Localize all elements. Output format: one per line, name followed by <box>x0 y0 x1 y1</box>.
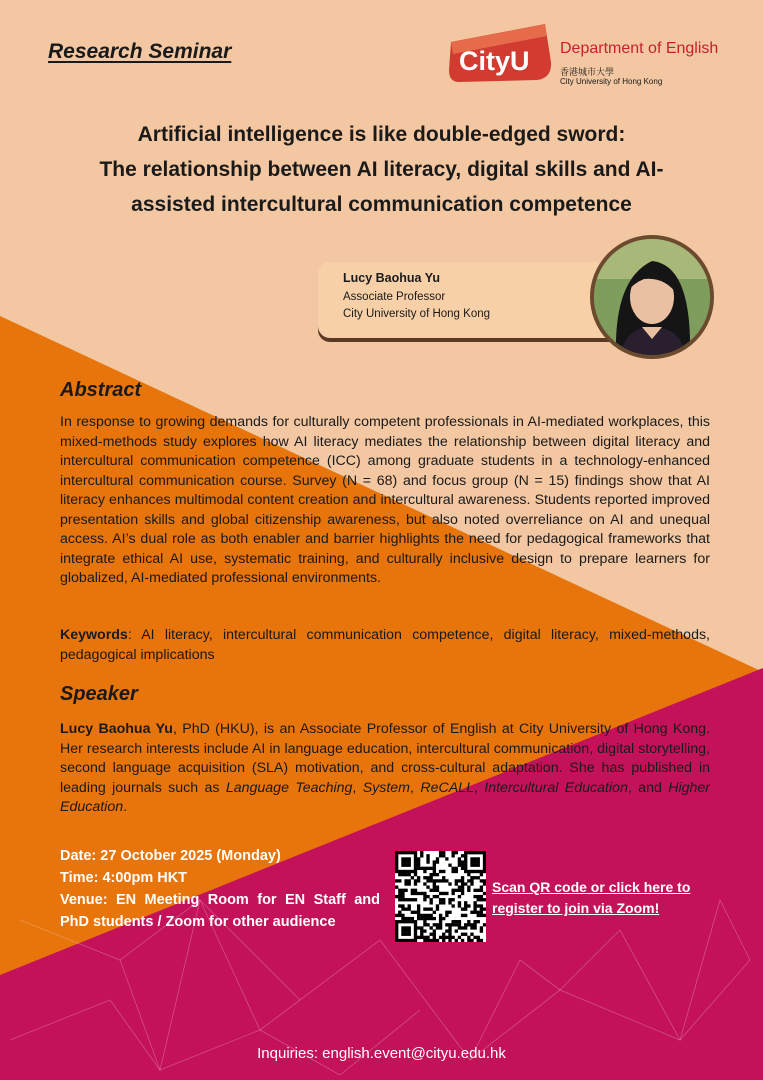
inquiries-email[interactable]: Inquiries: english.event@cityu.edu.hk <box>257 1045 506 1062</box>
speaker-card-org: City University of Hong Kong <box>343 308 491 320</box>
zoom-qr-code[interactable] <box>395 851 486 942</box>
title-line-1: Artificial intelligence is like double-edged sword: <box>137 123 626 146</box>
event-time: Time: 4:00pm HKT <box>60 870 188 886</box>
abstract-heading: Abstract <box>60 379 142 401</box>
title-line-3: assisted intercultural communication competence <box>131 193 632 216</box>
event-details <box>60 845 380 933</box>
university-name-chinese: 香港城市大學 <box>560 67 615 77</box>
cityu-logo <box>447 22 555 84</box>
speaker-bio-text: , PhD (HKU), is an Associate Professor of English at City University of Hong Kong. Her research interests include AI in language education, intercultural communication, digital storytelling, second language acquisition (SLA) motivation, and cross-cultural adaptation. She has published in leading journals such as <box>60 721 710 796</box>
journal-sep-4: , and <box>627 779 669 796</box>
journal-2: System <box>362 779 411 796</box>
speaker-card-role: Associate Professor <box>343 291 446 303</box>
journal-1: Language Teaching <box>225 779 353 796</box>
speaker-bio-end: . <box>123 799 128 815</box>
seminar-title <box>40 117 723 222</box>
journal-sep-2: , <box>410 779 421 796</box>
event-venue: Venue: EN Meeting Room for EN Staff and PhD students / Zoom for other audience <box>60 892 380 930</box>
journal-sep-3: , <box>473 779 485 796</box>
logo-text: CityU <box>459 46 530 76</box>
zoom-registration-link[interactable] <box>492 877 690 919</box>
speaker-photo <box>590 235 714 359</box>
title-line-2: The relationship between AI literacy, digital skills and AI- <box>99 158 664 181</box>
journal-5: Higher Education <box>60 779 711 815</box>
registration-line-2[interactable]: register to join via Zoom! <box>492 900 660 916</box>
speaker-bio <box>60 720 710 818</box>
journal-4: Intercultural Education <box>484 779 628 796</box>
registration-line-1[interactable]: Scan QR code or click here to <box>492 879 691 895</box>
speaker-bio-name: Lucy Baohua Yu <box>60 721 173 737</box>
journal-sep-1: , <box>352 779 363 796</box>
keywords <box>60 626 710 665</box>
keywords-text: : AI literacy, intercultural communication competence, digital literacy, mixed-methods, pedagogical implications <box>60 627 710 663</box>
event-date: Date: 27 October 2025 (Monday) <box>60 848 281 864</box>
journal-3: ReCALL <box>420 779 474 796</box>
university-name: City University of Hong Kong <box>560 77 663 86</box>
speaker-heading: Speaker <box>60 683 138 705</box>
abstract-text: In response to growing demands for culturally competent professionals in AI-mediated workplaces, this mixed-methods study explores how AI literacy mediates the relationship between digital literacy and intercultural communication competence (ICC) among graduate students in a technology-enhanced intercultural communication course. Survey (N = 68) and focus group (N = 15) findings show that AI literacy enhances multimodal content creation and intercultural awareness. Students reported improved presentation skills and global citizenship awareness, but also noted overreliance on AI and unequal access. AI’s dual role as both enabler and barrier highlights the need for pedagogical frameworks that integrate ethical AI use, systematic training, and culturally inclusive design to prepare learners for globalized, AI-mediated professional environments. <box>60 414 710 586</box>
keywords-label: Keywords <box>60 627 128 643</box>
seminar-label: Research Seminar <box>48 40 232 63</box>
speaker-card-name: Lucy Baohua Yu <box>343 271 441 285</box>
department-name: Department of English <box>560 40 719 57</box>
